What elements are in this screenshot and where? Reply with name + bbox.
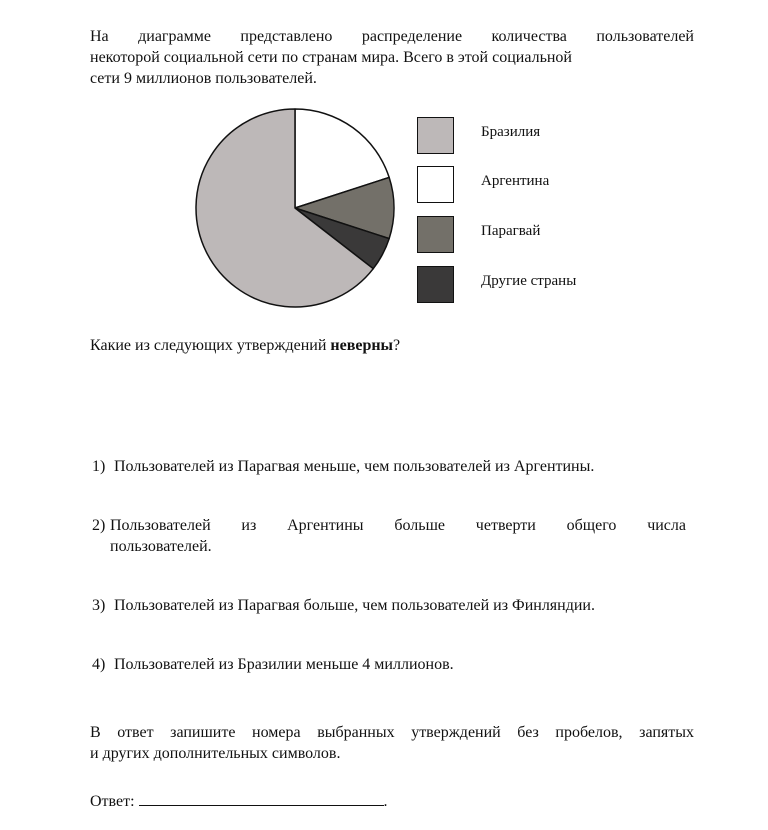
legend-swatch-paraguay — [417, 216, 454, 253]
answer-end: . — [383, 793, 388, 810]
statement-1 — [92, 456, 686, 477]
statement-text: Пользователей из Парагвая больше, чем пользователей из Финляндии. — [114, 597, 595, 614]
question — [90, 335, 400, 356]
statement-3 — [92, 595, 686, 616]
intro-line-2: некоторой социальной сети по странам мира. Всего в этой социальной — [90, 49, 572, 66]
statement-number: 4) — [92, 656, 106, 673]
answer-blank[interactable] — [139, 791, 384, 806]
task-intro — [90, 26, 694, 89]
statement-2 — [92, 515, 686, 557]
answer-label: Ответ: — [90, 793, 135, 810]
question-prefix: Какие из следующих утверждений — [90, 337, 331, 354]
pie-chart — [190, 105, 400, 315]
legend-label-brazil: Бразилия — [481, 124, 541, 140]
legend-label-other: Другие страны — [481, 273, 577, 289]
answer-note-line-1: В ответ запишите номера выбранных утверждений без пробелов, запятых — [90, 724, 694, 741]
statement-4 — [92, 654, 686, 675]
legend-item-other — [417, 265, 577, 303]
statement-text: Пользователей из Аргентины больше четверти общего числа — [110, 517, 686, 534]
legend-swatch-argentina — [417, 166, 454, 203]
legend-item-argentina — [417, 165, 550, 203]
question-bold: неверны — [330, 337, 394, 354]
statement-number: 3) — [92, 597, 106, 614]
answer-note-line-2: и других дополнительных символов. — [90, 745, 341, 762]
legend-item-brazil — [417, 116, 541, 154]
statement-number: 2) — [92, 517, 106, 534]
statement-2-line-1 — [92, 515, 686, 536]
answer-instructions — [90, 722, 694, 764]
answer-field — [90, 791, 388, 811]
statement-text: Пользователей из Парагвая меньше, чем пользователей из Аргентины. — [114, 458, 595, 475]
question-suffix: ? — [393, 337, 401, 354]
legend-label-argentina: Аргентина — [481, 173, 550, 189]
statement-text: Пользователей из Бразилии меньше 4 миллионов. — [114, 656, 454, 673]
legend-item-paraguay — [417, 215, 541, 253]
legend-label-paraguay: Парагвай — [481, 223, 541, 239]
statement-number: 1) — [92, 458, 106, 475]
intro-line-3: сети 9 миллионов пользователей. — [90, 70, 317, 87]
legend-swatch-brazil — [417, 117, 454, 154]
legend-swatch-other — [417, 266, 454, 303]
intro-line-1: На диаграмме представлено распределение количества пользователей — [90, 28, 694, 45]
statement-text-cont: пользователей. — [110, 538, 212, 555]
